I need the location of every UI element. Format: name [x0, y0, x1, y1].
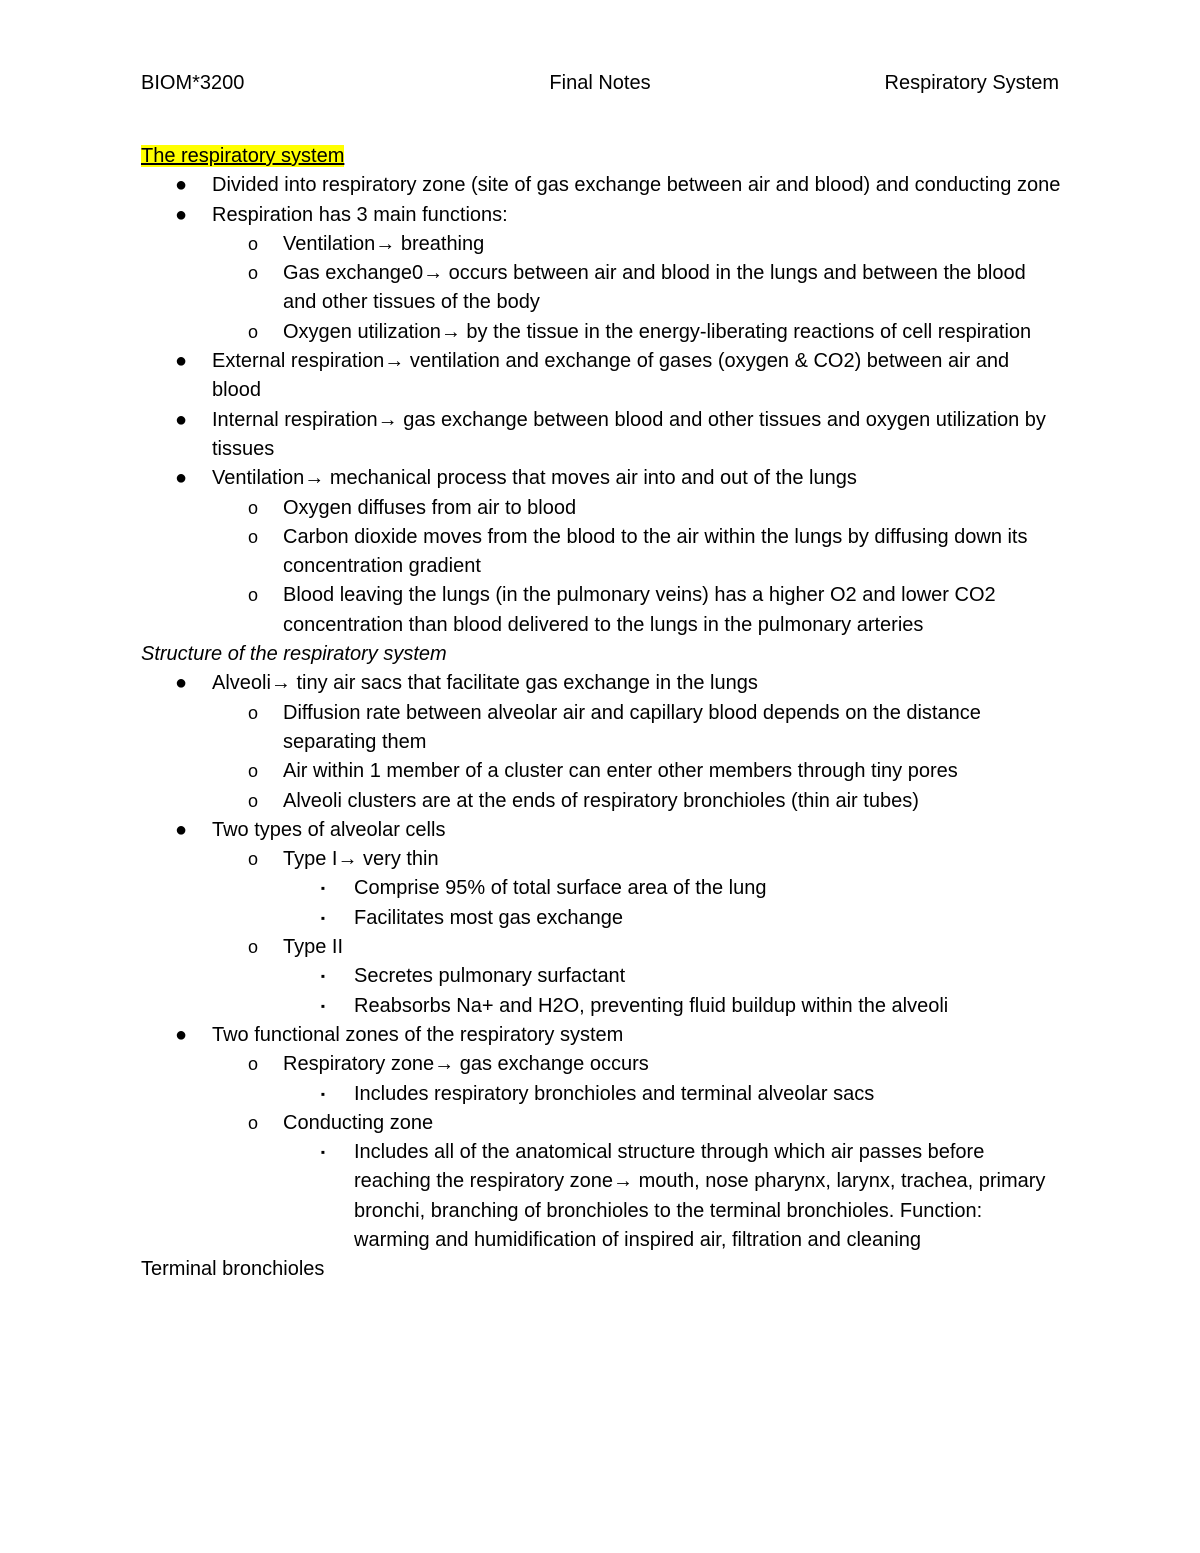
list-item [141, 845, 1061, 874]
list-item-text: Diffusion rate between alveolar air and capillary blood depends on the distance separating them [283, 701, 981, 753]
square-bullet-icon: ▪ [320, 1145, 326, 1160]
square-bullet-icon: ▪ [320, 881, 326, 896]
list-item-text: Conducting zone [283, 1111, 434, 1134]
list-item [141, 230, 1061, 259]
list-item [141, 1080, 1061, 1109]
bullet-list [141, 669, 1061, 1255]
list-item [141, 1109, 1061, 1138]
list-item [141, 904, 1061, 933]
circle-bullet-icon: o [247, 1112, 258, 1133]
list-item-text: Type II [283, 936, 344, 959]
notes-body [141, 142, 1061, 1285]
list-item-text: Divided into respiratory zone (site of gas exchange between air and blood) and conducting zone [212, 174, 1061, 197]
square-bullet-icon: ▪ [320, 1086, 326, 1101]
circle-bullet-icon: o [247, 702, 258, 723]
list-item [141, 318, 1061, 347]
circle-bullet-icon: o [247, 1054, 258, 1075]
document-title: Final Notes [549, 72, 651, 94]
bullet-icon: ● [174, 467, 188, 490]
circle-bullet-icon: o [247, 849, 258, 870]
circle-bullet-icon: o [247, 497, 258, 518]
bullet-icon: ● [174, 408, 188, 431]
list-item [141, 581, 1061, 640]
circle-bullet-icon: o [247, 233, 258, 254]
section-heading-text: Terminal bronchioles [141, 1258, 325, 1281]
list-item-text: Carbon dioxide moves from the blood to the air within the lungs by diffusing down its concentration gradient [283, 525, 1028, 578]
list-item [141, 1138, 1061, 1255]
list-item-text: Ventilation→ mechanical process that moves air into and out of the lungs [212, 467, 857, 490]
list-item-text: Respiratory zone→ gas exchange occurs [283, 1053, 649, 1076]
list-item [141, 201, 1061, 230]
list-item-text: Includes all of the anatomical structure through which air passes before reaching the respiratory zone→ mouth, nose pharynx, larynx, trachea, primary bronchi, branching of bronchioles to the terminal bronchioles. Function: warming and humidification of inspired air, filtration and cleaning [354, 1141, 1046, 1251]
list-item [141, 171, 1061, 200]
bullet-icon: ● [174, 203, 188, 226]
list-item-text: Alveoli→ tiny air sacs that facilitate gas exchange in the lungs [212, 672, 758, 695]
list-item-text: Reabsorbs Na+ and H2O, preventing fluid buildup within the alveoli [354, 994, 949, 1017]
circle-bullet-icon: o [247, 526, 258, 547]
square-bullet-icon: ▪ [320, 998, 326, 1013]
list-item [141, 962, 1061, 991]
list-item-text: Comprise 95% of total surface area of the lung [354, 877, 767, 900]
list-item-text: Includes respiratory bronchioles and terminal alveolar sacs [354, 1082, 875, 1105]
list-item-text: Secretes pulmonary surfactant [354, 965, 626, 988]
section-heading-text: The respiratory system [141, 145, 345, 167]
list-item [141, 787, 1061, 816]
section-heading [141, 640, 1061, 669]
list-item-text: Air within 1 member of a cluster can enter other members through tiny pores [283, 760, 958, 783]
circle-bullet-icon: o [247, 937, 258, 958]
bullet-icon: ● [174, 1023, 188, 1046]
list-item-text: Oxygen diffuses from air to blood [283, 496, 577, 519]
section-heading-text: Structure of the respiratory system [141, 643, 447, 666]
circle-bullet-icon: o [247, 585, 258, 606]
circle-bullet-icon: o [247, 263, 258, 284]
bullet-icon: ● [174, 174, 188, 197]
list-item [141, 757, 1061, 786]
list-item [141, 259, 1061, 318]
list-item-text: Oxygen utilization→ by the tissue in the energy-liberating reactions of cell respiration [283, 320, 1032, 343]
list-item [141, 406, 1061, 465]
list-item-text: External respiration→ ventilation and exchange of gases (oxygen & CO2) between air and blood [212, 350, 1010, 402]
course-code: BIOM*3200 [141, 72, 245, 94]
list-item-text: Internal respiration→ gas exchange between blood and other tissues and oxygen utilization by tissues [212, 408, 1046, 460]
bullet-icon: ● [174, 350, 188, 373]
bullet-list [141, 171, 1061, 640]
list-item-text: Blood leaving the lungs (in the pulmonary veins) has a higher O2 and lower CO2 concentration than blood delivered to the lungs in the pulmonary arteries [283, 584, 996, 636]
list-item-text: Alveoli clusters are at the ends of respiratory bronchioles (thin air tubes) [283, 789, 919, 812]
topic-title: Respiratory System [884, 72, 1059, 94]
section-heading [141, 1255, 1061, 1284]
list-item [141, 464, 1061, 493]
list-item [141, 1050, 1061, 1079]
list-item [141, 669, 1061, 698]
list-item-text: Respiration has 3 main functions: [212, 203, 508, 226]
list-item-text: Two functional zones of the respiratory system [212, 1023, 624, 1046]
list-item [141, 494, 1061, 523]
list-item-text: Two types of alveolar cells [212, 818, 446, 841]
list-item-text: Facilitates most gas exchange [354, 906, 624, 929]
square-bullet-icon: ▪ [320, 910, 326, 925]
list-item [141, 1021, 1061, 1050]
list-item [141, 874, 1061, 903]
bullet-icon: ● [174, 672, 188, 695]
list-item [141, 699, 1061, 758]
list-item-text: Type I→ very thin [283, 848, 439, 871]
list-item-text: Gas exchange0→ occurs between air and blood in the lungs and between the blood and other tissues of the body [283, 262, 1026, 314]
circle-bullet-icon: o [247, 761, 258, 782]
list-item [141, 523, 1061, 582]
page-header [141, 72, 1059, 98]
section-heading [141, 142, 1061, 171]
circle-bullet-icon: o [247, 321, 258, 342]
list-item [141, 347, 1061, 406]
list-item-text: Ventilation→ breathing [283, 232, 485, 255]
bullet-icon: ● [174, 818, 188, 841]
square-bullet-icon: ▪ [320, 969, 326, 984]
circle-bullet-icon: o [247, 790, 258, 811]
list-item [141, 992, 1061, 1021]
list-item [141, 933, 1061, 962]
list-item [141, 816, 1061, 845]
